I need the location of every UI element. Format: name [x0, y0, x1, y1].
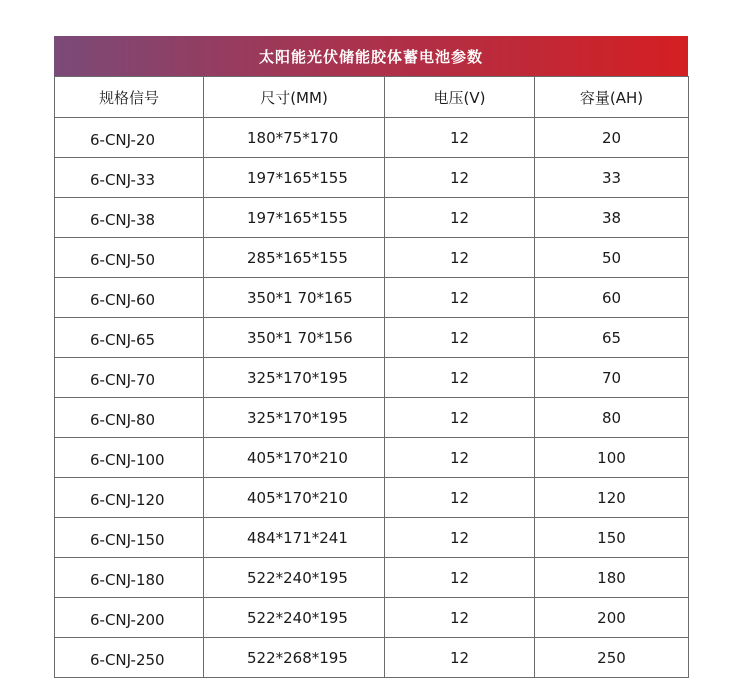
cell-model: 6-CNJ-100 [55, 438, 204, 478]
table-row [55, 238, 689, 278]
cell-capacity: 150 [535, 518, 689, 558]
cell-model: 6-CNJ-50 [55, 238, 204, 278]
table-row [55, 598, 689, 638]
cell-voltage: 12 [385, 198, 535, 238]
cell-voltage: 12 [385, 478, 535, 518]
cell-capacity: 80 [535, 398, 689, 438]
cell-size: 522*240*195 [204, 558, 385, 598]
header-size: 尺寸(MM) [204, 77, 385, 118]
table-row [55, 158, 689, 198]
cell-capacity: 70 [535, 358, 689, 398]
header-row [55, 77, 689, 118]
cell-voltage: 12 [385, 558, 535, 598]
table-row [55, 118, 689, 158]
cell-capacity: 200 [535, 598, 689, 638]
table-row [55, 358, 689, 398]
cell-size: 197*165*155 [204, 158, 385, 198]
cell-model: 6-CNJ-38 [55, 198, 204, 238]
table-row [55, 638, 689, 678]
table-title: 太阳能光伏储能胶体蓄电池参数 [54, 36, 688, 76]
cell-capacity: 38 [535, 198, 689, 238]
cell-voltage: 12 [385, 398, 535, 438]
cell-size: 522*240*195 [204, 598, 385, 638]
cell-voltage: 12 [385, 318, 535, 358]
cell-model: 6-CNJ-20 [55, 118, 204, 158]
table-body [55, 118, 689, 678]
cell-voltage: 12 [385, 118, 535, 158]
cell-size: 522*268*195 [204, 638, 385, 678]
table-row [55, 518, 689, 558]
cell-capacity: 60 [535, 278, 689, 318]
table-row [55, 198, 689, 238]
cell-voltage: 12 [385, 278, 535, 318]
table-row [55, 478, 689, 518]
cell-capacity: 20 [535, 118, 689, 158]
cell-voltage: 12 [385, 598, 535, 638]
cell-model: 6-CNJ-70 [55, 358, 204, 398]
table-row [55, 398, 689, 438]
cell-size: 197*165*155 [204, 198, 385, 238]
cell-capacity: 33 [535, 158, 689, 198]
cell-size: 350*1 70*156 [204, 318, 385, 358]
cell-voltage: 12 [385, 358, 535, 398]
cell-voltage: 12 [385, 158, 535, 198]
cell-model: 6-CNJ-250 [55, 638, 204, 678]
cell-capacity: 120 [535, 478, 689, 518]
header-capacity: 容量(AH) [535, 77, 689, 118]
cell-size: 180*75*170 [204, 118, 385, 158]
cell-model: 6-CNJ-33 [55, 158, 204, 198]
cell-size: 325*170*195 [204, 398, 385, 438]
cell-voltage: 12 [385, 238, 535, 278]
cell-voltage: 12 [385, 638, 535, 678]
cell-voltage: 12 [385, 438, 535, 478]
cell-capacity: 250 [535, 638, 689, 678]
table-row [55, 318, 689, 358]
cell-size: 350*1 70*165 [204, 278, 385, 318]
cell-model: 6-CNJ-200 [55, 598, 204, 638]
battery-spec-sheet [54, 36, 688, 678]
cell-model: 6-CNJ-80 [55, 398, 204, 438]
cell-size: 405*170*210 [204, 478, 385, 518]
table-row [55, 278, 689, 318]
cell-size: 325*170*195 [204, 358, 385, 398]
cell-capacity: 180 [535, 558, 689, 598]
cell-capacity: 65 [535, 318, 689, 358]
cell-model: 6-CNJ-65 [55, 318, 204, 358]
cell-model: 6-CNJ-120 [55, 478, 204, 518]
cell-size: 285*165*155 [204, 238, 385, 278]
cell-capacity: 100 [535, 438, 689, 478]
header-voltage: 电压(V) [385, 77, 535, 118]
cell-voltage: 12 [385, 518, 535, 558]
header-model: 规格信号 [55, 77, 204, 118]
cell-model: 6-CNJ-180 [55, 558, 204, 598]
cell-size: 484*171*241 [204, 518, 385, 558]
table-row [55, 558, 689, 598]
spec-table [54, 76, 689, 678]
cell-size: 405*170*210 [204, 438, 385, 478]
cell-model: 6-CNJ-60 [55, 278, 204, 318]
cell-capacity: 50 [535, 238, 689, 278]
cell-model: 6-CNJ-150 [55, 518, 204, 558]
table-row [55, 438, 689, 478]
